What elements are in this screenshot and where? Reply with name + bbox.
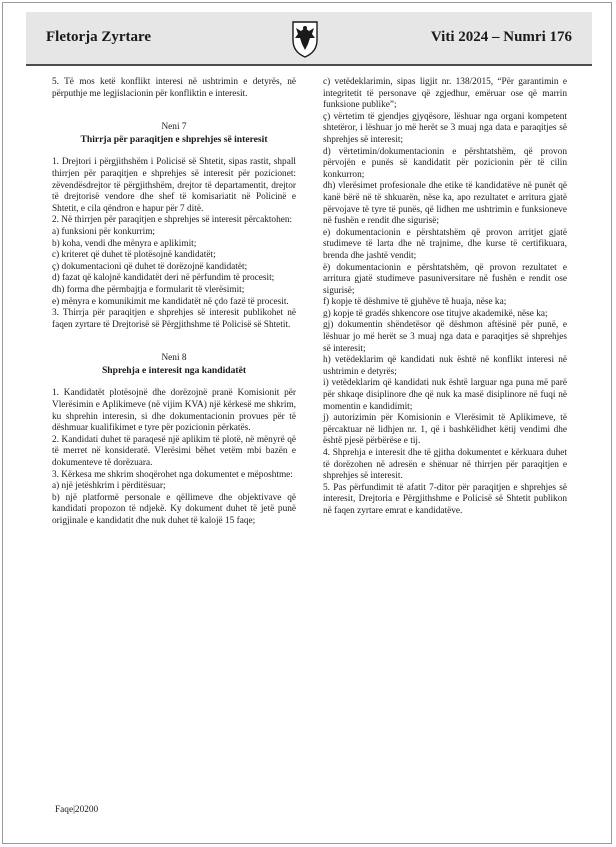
list-item: i) vetëdeklarim që kandidati nuk është larguar nga puna më parë për shkaqe disiplinore dhe që nuk ka masë disiplinore në fuqi në momentin e kandidimit;	[323, 378, 567, 412]
list-item: dh) vlerësimet profesionale dhe etike të kandidatëve në punët që kanë bërë në të shkuarën, nëse ka, apo rezultatet e arritura gjatë përvojave të tyre të punës, që lidhen me ushtrimin e funksioneve në fushën e rendit dhe sigurisë;	[323, 181, 567, 227]
page-number: Faqe|20200	[55, 805, 99, 815]
article-7-title: Thirrja për paraqitjen e shprehjes së interesit	[80, 133, 268, 145]
article-8-title: Shprehja e interesit nga kandidatët	[101, 364, 247, 376]
list-item: b) koha, vendi dhe mënyra e aplikimit;	[52, 238, 197, 249]
paragraph: 1. Drejtori i përgjithshëm i Policisë së Shtetit, sipas rastit, shpall thirrjen për paraqitjen e shprehjes së interesit për pozicionet: zëvendësdrejtor të përgjithshëm, drejtor të departamentit, drejtor të drejtorisë vendore dhe shef të komisariatit në Policinë e Shtetit, e cila qëndron e hapur për 7 ditë.	[52, 157, 296, 214]
publication-title: Fletorja Zyrtare	[46, 29, 152, 45]
paragraph: 3. Thirrja për paraqitjen e shprehjes së interesit publikohet në faqen zyrtare të Drejtorisë së Përgjithshme të Policisë së Shtetit.	[52, 308, 296, 330]
list-item: a) funksioni për konkurrim;	[52, 226, 156, 237]
list-item: dh) forma dhe përmbajtja e formularit të vlerësimit;	[52, 284, 245, 295]
paragraph: 2. Kandidati duhet të paraqesë një aplikim të plotë, në mënyrë që të merret në konsideratë. Vlerësimi bëhet vetëm mbi bazën e dokumenteve të dorëzuara.	[52, 434, 296, 469]
albanian-eagle-emblem-icon	[283, 16, 327, 60]
list-item: d) fazat që kalojnë kandidatët deri në përfundim të procesit;	[52, 273, 275, 284]
list-item: ë) dokumentacionin e përshtatshëm, që provon rezultatet e arritura gjatë studimeve pasuniversitare në fushën e rendit ose sigurisë;	[323, 262, 567, 296]
paragraph: 3. Kërkesa me shkrim shoqërohet nga dokumentet e mëposhtme:	[52, 469, 293, 480]
list-item: ç) dokumentacioni që duhet të dorëzojnë kandidatët;	[52, 261, 248, 272]
left-column	[52, 77, 296, 528]
paragraph: 5. Të mos ketë konflikt interesi në ushtrimin e detyrës, në përputhje me legjislacionin për konfliktin e interesit.	[52, 77, 296, 99]
list-item: c) kriteret që duhet të plotësojnë kandidatët;	[52, 250, 216, 261]
paragraph: 5. Pas përfundimit të afatit 7-ditor për paraqitjen e shprehjes së interesit, Drejtoria e Përgjithshme e Policisë së Shtetit publikon në faqen zyrtare emrat e kandidatëve.	[323, 482, 567, 516]
list-item: a) një jetëshkrim i përditësuar;	[52, 481, 166, 492]
list-item: ç) vërtetim të gjendjes gjyqësore, lëshuar nga organi kompetent shtetëror, i lëshuar jo më herët se 3 muaj nga data e paraqitjes së shprehjes së interesit;	[323, 111, 567, 145]
list-item: e) mënyra e komunikimit me kandidatët në çdo fazë të procesit.	[52, 296, 289, 307]
list-item: h) vetëdeklarim që kandidati nuk është në konflikt interesi në ushtrimin e detyrës;	[323, 355, 567, 377]
list-item: c) vetëdeklarimin, sipas ligjit nr. 138/2015, “Për garantimin e integritetit të personave që zgjedhur, emëruar ose që marrin funksione publike”;	[323, 77, 567, 111]
list-item: d) vërtetimin/dokumentacionin e përshtatshëm, që provon përvojën e punës së kandidatit për pozicionin për të cilin konkurron;	[323, 146, 567, 180]
paragraph: 4. Shprehja e interesit dhe të gjitha dokumentet e kërkuara duhet të dorëzohen në adresën e shënuar në thirrjen për paraqitjen e shprehjes së interesit.	[323, 448, 567, 482]
list-item: gj) dokumentin shëndetësor që dëshmon aftësinë për punë, e lëshuar jo më herët se 3 muaj nga data e paraqitjes së shprehjes së interesit;	[323, 320, 567, 354]
article-8-label: Neni 8	[161, 353, 187, 364]
list-item: b) një platformë personale e qëllimeve dhe objektivave që kandidati propozon të ndjekë. Ky dokument duhet të jetë punë origjinale e kandidatit dhe nuk duhet të kalojë 15 faqe;	[52, 492, 296, 526]
list-item: j) autorizimin për Komisionin e Vlerësimit të Aplikimeve, të përcaktuar në lidhjen nr. 1, që i bashkëlidhet këtij vendimi dhe është pjesë përbërëse e tij.	[323, 413, 567, 447]
list-item: e) dokumentacionin e përshtatshëm që provon arritjet gjatë studimeve të larta dhe në trajnime, dhe kurse të certifikuara, brenda dhe jashtë vendit;	[323, 227, 567, 261]
list-item: g) kopje të gradës shkencore ose titujve akademikë, nëse ka;	[323, 308, 548, 319]
page-header	[26, 12, 592, 66]
list-item: f) kopje të dëshmive të gjuhëve të huaja, nëse ka;	[323, 297, 507, 308]
issue-number: Viti 2024 – Numri 176	[430, 29, 572, 45]
paragraph: 2. Në thirrjen për paraqitjen e shprehjes së interesit përcaktohen:	[52, 215, 293, 226]
article-7-label: Neni 7	[161, 122, 187, 133]
paragraph: 1. Kandidatët plotësojnë dhe dorëzojnë pranë Komisionit për Vlerësimin e Aplikimeve (në vijim KVA) një kërkesë me shkrim, ku shprehin interesin, si dhe dokumentacionin provues për të dëshmuar kualifikimet e tyre për pozicionin përkatës.	[52, 388, 296, 434]
right-column	[323, 77, 567, 518]
